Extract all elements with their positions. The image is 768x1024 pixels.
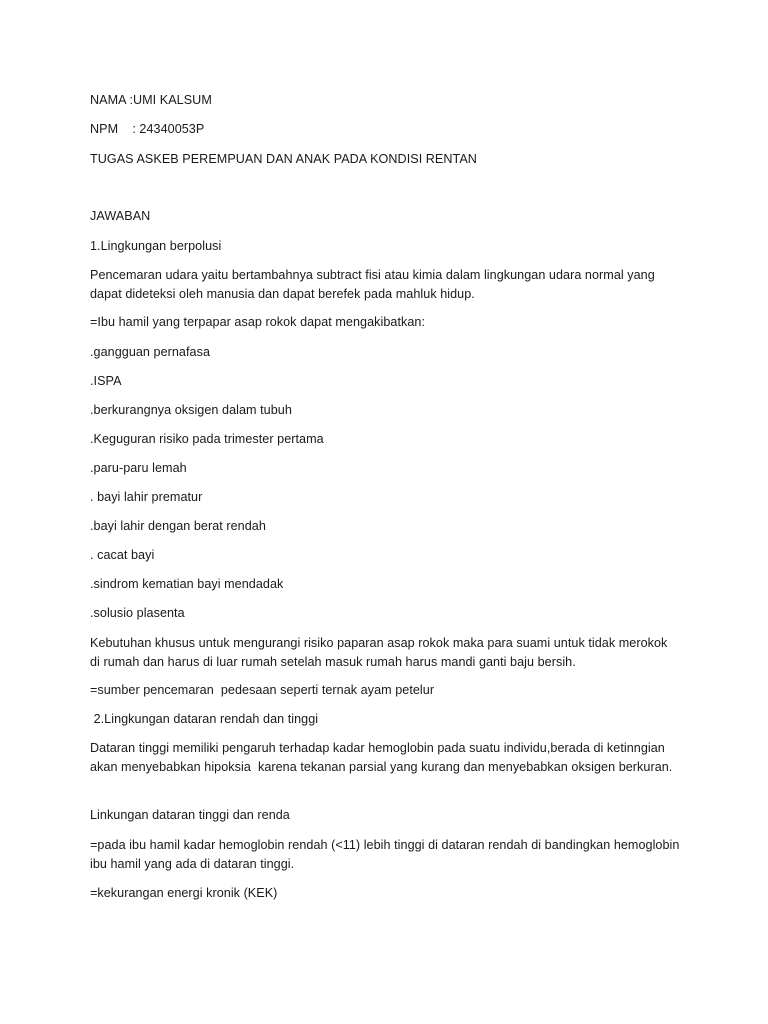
section-2-hemoglobin: =pada ibu hamil kadar hemoglobin rendah (<11) lebih tinggi di dataran rendah di bandingkan hemoglobin ibu hamil yang ada di dataran tinggi.: [90, 838, 684, 871]
answer-heading: JAWABAN: [90, 209, 151, 223]
list-item: .ISPA: [90, 374, 122, 388]
assignment-title: TUGAS ASKEB PEREMPUAN DAN ANAK PADA KONDISI RENTAN: [90, 152, 477, 166]
student-npm: NPM : 24340053P: [90, 122, 205, 136]
section-1-intro: =Ibu hamil yang terpapar asap rokok dapat mengakibatkan:: [90, 315, 425, 329]
list-item: .berkurangnya oksigen dalam tubuh: [90, 403, 292, 417]
list-item: .paru-paru lemah: [90, 461, 187, 475]
list-item: .gangguan pernafasa: [90, 345, 210, 359]
list-item: . bayi lahir prematur: [90, 490, 203, 504]
section-1-heading: 1.Lingkungan berpolusi: [90, 239, 222, 253]
list-item: .bayi lahir dengan berat rendah: [90, 519, 266, 533]
list-item: .solusio plasenta: [90, 606, 185, 620]
section-2-heading: 2.Lingkungan dataran rendah dan tinggi: [90, 712, 319, 726]
student-name: NAMA :UMI KALSUM: [90, 93, 212, 107]
section-2-paragraph: Dataran tinggi memiliki pengaruh terhadap kadar hemoglobin pada suatu individu,berada di ketinngian akan menyebabkan hipoksia karena tekanan parsial yang kurang dan menyebabkan oksigen berkuran.: [90, 741, 673, 774]
section-1-needs-paragraph: Kebutuhan khusus untuk mengurangi risiko paparan asap rokok maka para suami untuk tidak merokok di rumah dan harus di luar rumah setelah masuk rumah harus mandi ganti baju bersih.: [90, 636, 671, 669]
section-2-kek: =kekurangan energi kronik (KEK): [90, 886, 278, 900]
list-item: . cacat bayi: [90, 548, 155, 562]
section-2-subheading: Linkungan dataran tinggi dan renda: [90, 808, 290, 822]
section-1-paragraph: Pencemaran udara yaitu bertambahnya subtract fisi atau kimia dalam lingkungan udara normal yang dapat dideteksi oleh manusia dan dapat berefek pada mahluk hidup.: [90, 268, 659, 301]
list-item: .sindrom kematian bayi mendadak: [90, 577, 284, 591]
list-item: .Keguguran risiko pada trimester pertama: [90, 432, 324, 446]
section-1-source: =sumber pencemaran pedesaan seperti ternak ayam petelur: [90, 683, 435, 697]
